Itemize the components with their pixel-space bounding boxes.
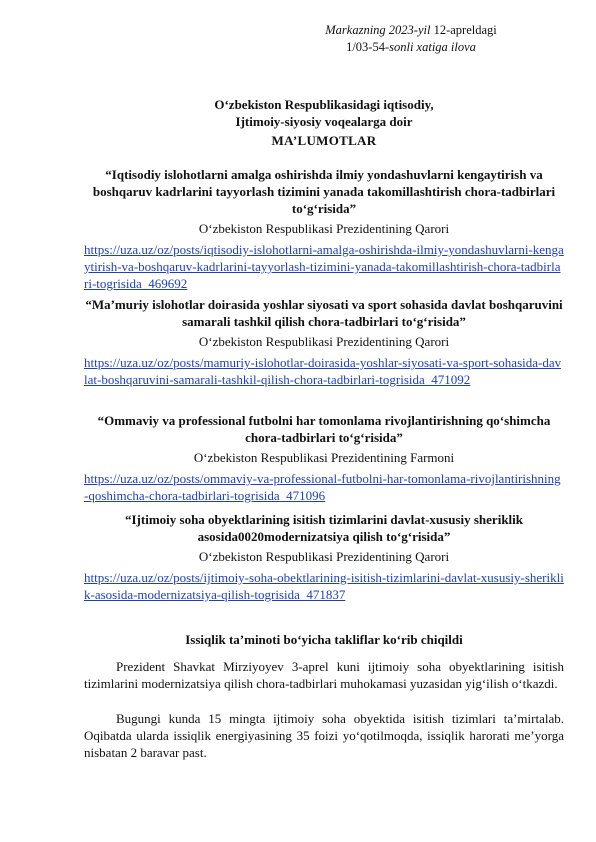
document-link[interactable]: https://uza.uz/oz/posts/ommaviy-va-professional-futbolni-har-tomonlama-rivojlantirishning-qoshimcha-chora-tadbirlari-togrisida_471096	[84, 471, 561, 503]
document-issuer: O‘zbekiston Respublikasi Prezidentining Qarori	[198, 549, 450, 564]
document-entry	[84, 296, 564, 388]
document-entry	[84, 511, 564, 603]
document-title: “Ijtimoiy soha obyektlarining isitish tizimlarini davlat-xususiy sheriklik asosida0020modernizatsiya qilish to‘g‘risida”	[125, 512, 523, 544]
attachment-note	[296, 22, 526, 56]
document-entry	[84, 412, 564, 504]
document-entry	[84, 166, 564, 292]
header-materials: MA’LUMOTLAR	[271, 133, 377, 148]
attachment-date-line: Markazning 2023-yil 12-apreldagi	[325, 23, 497, 37]
attachment-ref-line: 1/03-54-sonli xatiga ilova	[346, 40, 476, 54]
header-organization	[84, 96, 564, 130]
document-title: “Iqtisodiy islohotlarni amalga oshirishda ilmiy yondashuvlarni kengaytirish va boshqaruv kadrlarini tayyorlash tizimini yanada takomillashtirish chora-tadbirlari to‘g‘risida”	[92, 167, 556, 216]
document-link[interactable]: https://uza.uz/oz/posts/ijtimoiy-soha-obektlarining-isitish-tizimlarini-davlat-xususiy-sheriklik-asosida-modernizatsiya-qilish-togrisida_471837	[84, 570, 564, 602]
document-link[interactable]: https://uza.uz/oz/posts/iqtisodiy-islohotlarni-amalga-oshirishda-ilmiy-yondashuvlarni-kengaytirish-va-boshqaruv-kadrlarini-tayyorlash-tizimini-yanada-takomillashtirish-chora-tadbirlari-togrisida_469692	[84, 242, 564, 291]
news-paragraph: Bugungi kunda 15 mingta ijtimoiy soha obyektida isitish tizimlari ta’mirtalab. Oqibatda ularda issiqlik energiyasining 35 foizi yo‘qotilmoqda, issiqlik harorati me’yorga nisbatan 2 baravar past.	[84, 711, 564, 760]
document-issuer: O‘zbekiston Respublikasi Prezidentining Qarori	[198, 221, 450, 236]
header-org-line2: Ijtimoiy-siyosiy voqealarga doir	[235, 114, 413, 129]
document-title: “Ma’muriy islohotlar doirasida yoshlar siyosati va sport sohasida davlat boshqaruvini samarali tashkil qilish chora-tadbirlari to‘g‘risida”	[85, 297, 563, 329]
news-title: Issiqlik ta’minoti bo‘yicha takliflar ko‘rib chiqildi	[185, 632, 463, 647]
document-link[interactable]: https://uza.uz/oz/posts/mamuriy-islohotlar-doirasida-yoshlar-siyosati-va-sport-sohasida-davlat-boshqaruvini-samarali-tashkil-qilish-chora-tadbirlari-togrisida_471092	[84, 355, 562, 387]
document-issuer: O‘zbekiston Respublikasi Prezidentining Farmoni	[193, 450, 455, 465]
news-paragraph: Prezident Shavkat Mirziyoyev 3-aprel kuni ijtimoiy soha obyektlarining isitish tizimlarini modernizatsiya qilish chora-tadbirlari muhokamasi yuzasidan yig‘ilish o‘tkazdi.	[84, 659, 564, 691]
document-issuer: O‘zbekiston Respublikasi Prezidentining Qarori	[198, 334, 450, 349]
document-title: “Ommaviy va professional futbolni har tomonlama rivojlantirishning qo‘shimcha chora-tadbirlari to‘g‘risida”	[97, 413, 551, 445]
header-org-line1: O‘zbekiston Respublikasidagi iqtisodiy,	[214, 97, 434, 112]
